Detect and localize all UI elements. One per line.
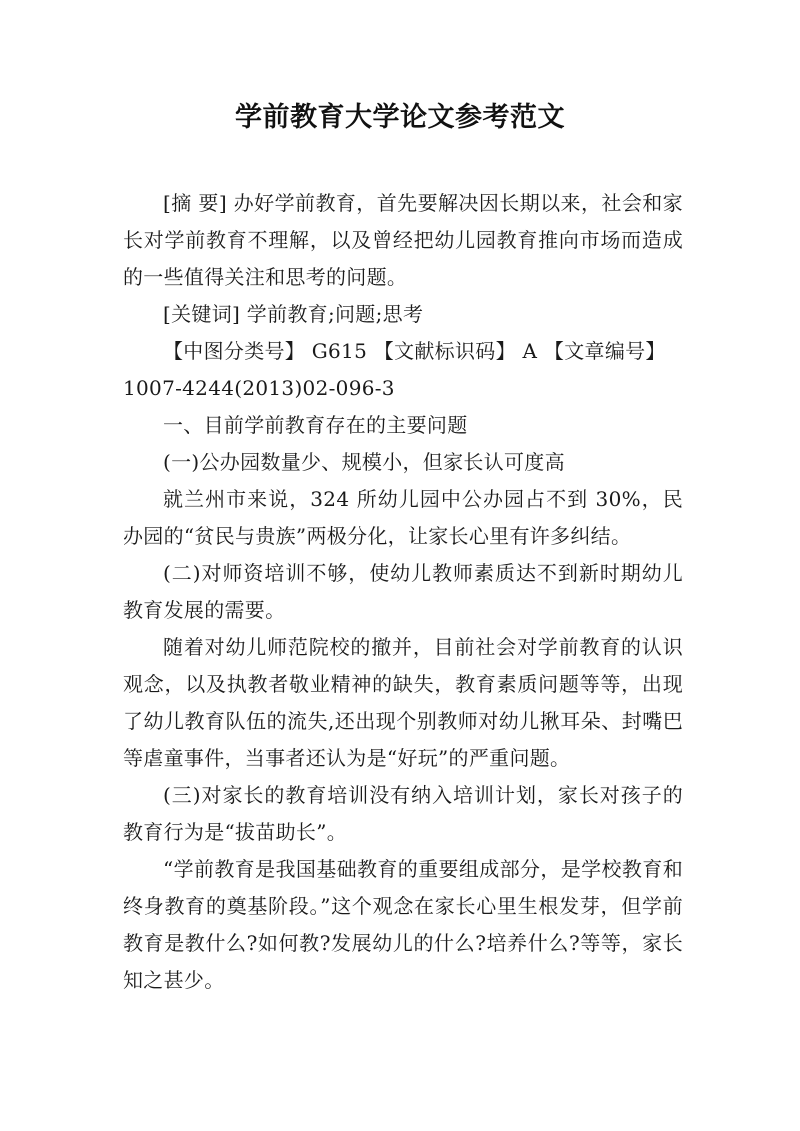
keywords-paragraph: [关键词] 学前教育;问题;思考 <box>163 302 424 326</box>
body-paragraph-3: “学前教育是我国基础教育的重要组成部分，是学校教育和终身教育的奠基阶段。”这个观念在家长心里生根发芽，但学前教育是教什么?如何教?发展幼儿的什么?培养什么?等等，家长知之甚少。 <box>123 857 683 992</box>
body-paragraph-1: 就兰州市来说，324 所幼儿园中公办园占不到 30%，民办园的“贫民与贵族”两极分化，让家长心里有许多纠结。 <box>123 487 683 548</box>
abstract-paragraph: [摘 要] 办好学前教育，首先要解决因长期以来，社会和家长对学前教育不理解，以及曾经把幼儿园教育推向市场而造成的一些值得关注和思考的问题。 <box>123 191 683 289</box>
section-heading: 一、目前学前教育存在的主要问题 <box>163 413 468 437</box>
classification-line: 【中图分类号】 G615 【文献标识码】 A 【文章编号】 <box>163 339 666 363</box>
subsection-heading-1: (一)公办园数量少、规模小，但家长认可度高 <box>163 450 565 474</box>
body-paragraph-2: 随着对幼儿师范院校的撤并，目前社会对学前教育的认识观念，以及执教者敬业精神的缺失，教育素质问题等等，出现了幼儿教育队伍的流失,还出现个别教师对幼儿揪耳朵、封嘴巴等虐童事件，当事者还认为是“好玩”的严重问题。 <box>123 635 683 770</box>
subsection-heading-3: (三)对家长的教育培训没有纳入培训计划，家长对孩子的教育行为是“拔苗助长”。 <box>123 783 683 844</box>
document-title: 学前教育大学论文参考范文 <box>235 102 565 133</box>
document-body <box>123 185 683 999</box>
article-number-line: 1007-4244(2013)02-096-3 <box>123 376 395 400</box>
subsection-heading-2: (二)对师资培训不够，使幼儿教师素质达不到新时期幼儿教育发展的需要。 <box>123 561 683 622</box>
